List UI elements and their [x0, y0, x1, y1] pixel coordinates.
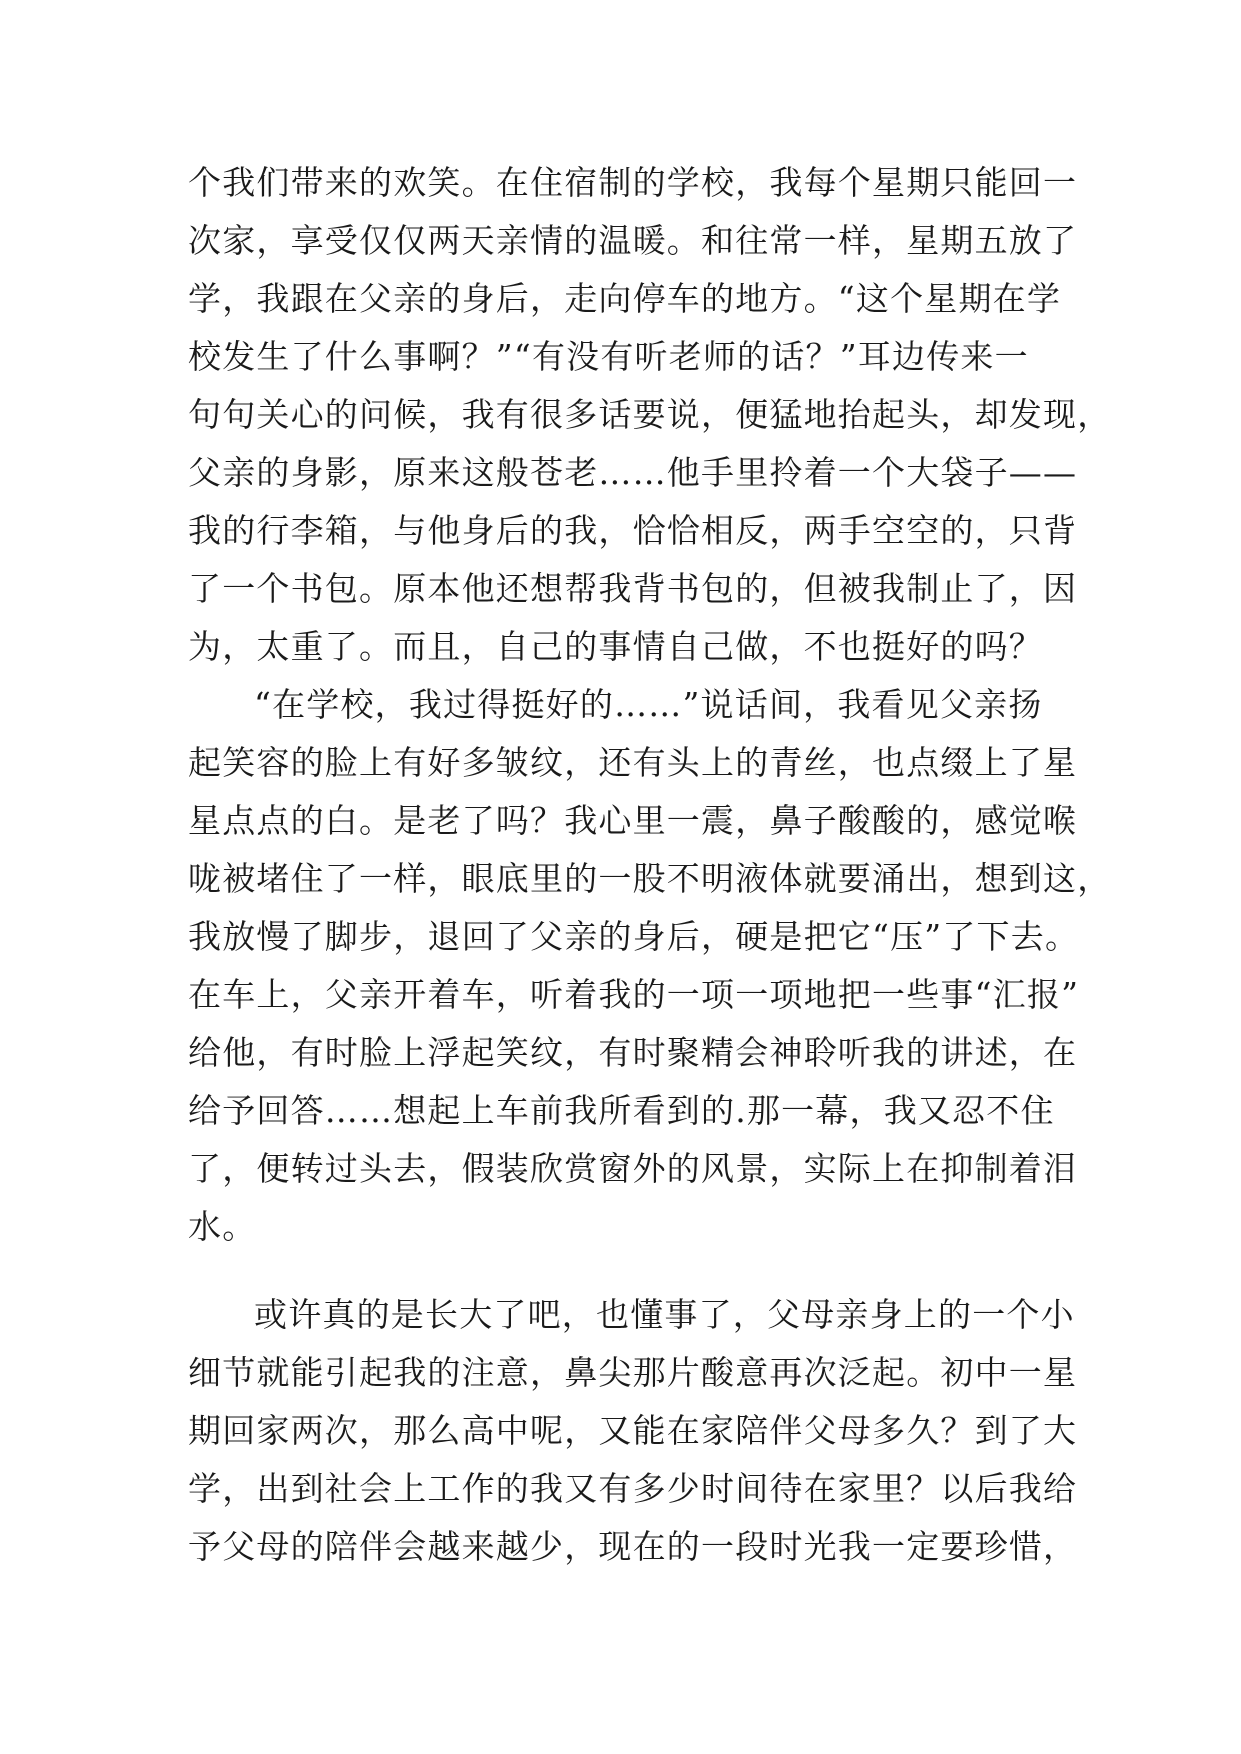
text-line: 我放慢了脚步，退回了父亲的身后，硬是把它“压”了下去。: [188, 917, 1080, 956]
text-line: 予父母的陪伴会越来越少，现在的一段时光我一定要珍惜，: [188, 1527, 1078, 1566]
text-line: 学，出到社会上工作的我又有多少时间待在家里？以后我给: [188, 1469, 1078, 1508]
text-line: 细节就能引起我的注意，鼻尖那片酸意再次泛起。初中一星: [188, 1353, 1078, 1392]
text-line: 我的行李箱，与他身后的我，恰恰相反，两手空空的，只背: [188, 511, 1078, 550]
text-line: 给予回答……想起上车前我所看到的.那一幕，我又忍不住: [188, 1091, 1055, 1130]
text-line: 个我们带来的欢笑。在住宿制的学校，我每个星期只能回一: [188, 163, 1078, 202]
text-line: 期回家两次，那么高中呢，又能在家陪伴父母多久？到了大: [188, 1411, 1078, 1450]
text-line: 父亲的身影，原来这般苍老……他手里拎着一个大袋子——: [188, 453, 1078, 492]
text-line: 为，太重了。而且，自己的事情自己做，不也挺好的吗？: [188, 627, 1043, 666]
text-line: 了，便转过头去，假装欣赏窗外的风景，实际上在抑制着泪: [188, 1149, 1078, 1188]
paragraph-spacer: [188, 1256, 1068, 1286]
paragraph-2: [188, 676, 1112, 1256]
text-line: 或许真的是长大了吧，也懂事了，父母亲身上的一个小: [254, 1295, 1075, 1334]
text-line: 星点点的白。是老了吗？我心里一震，鼻子酸酸的，感觉喉: [188, 801, 1078, 840]
text-line: 水。: [188, 1207, 257, 1246]
text-line: 在车上，父亲开着车，听着我的一项一项地把一些事“汇报”: [188, 975, 1080, 1014]
text-line: 咙被堵住了一样，眼底里的一股不明液体就要涌出，想到这，: [188, 859, 1112, 898]
paragraph-1: [188, 154, 1112, 676]
text-line: 句句关心的问候，我有很多话要说，便猛地抬起头，却发现，: [188, 395, 1112, 434]
text-line: 给他，有时脸上浮起笑纹，有时聚精会神聆听我的讲述，在: [188, 1033, 1078, 1072]
text-line: 起笑容的脸上有好多皱纹，还有头上的青丝，也点缀上了星: [188, 743, 1078, 782]
text-line: 校发生了什么事啊？”“有没有听老师的话？”耳边传来一: [188, 337, 1029, 376]
body-text: [188, 154, 1112, 1576]
paragraph-3: [188, 1286, 1078, 1576]
text-line: 次家，享受仅仅两天亲情的温暖。和往常一样，星期五放了: [188, 221, 1078, 260]
text-line: 学，我跟在父亲的身后，走向停车的地方。“这个星期在学: [188, 279, 1062, 318]
text-line: “在学校，我过得挺好的……”说话间，我看见父亲扬: [254, 685, 1043, 724]
text-line: 了一个书包。原本他还想帮我背书包的，但被我制止了，因: [188, 569, 1078, 608]
